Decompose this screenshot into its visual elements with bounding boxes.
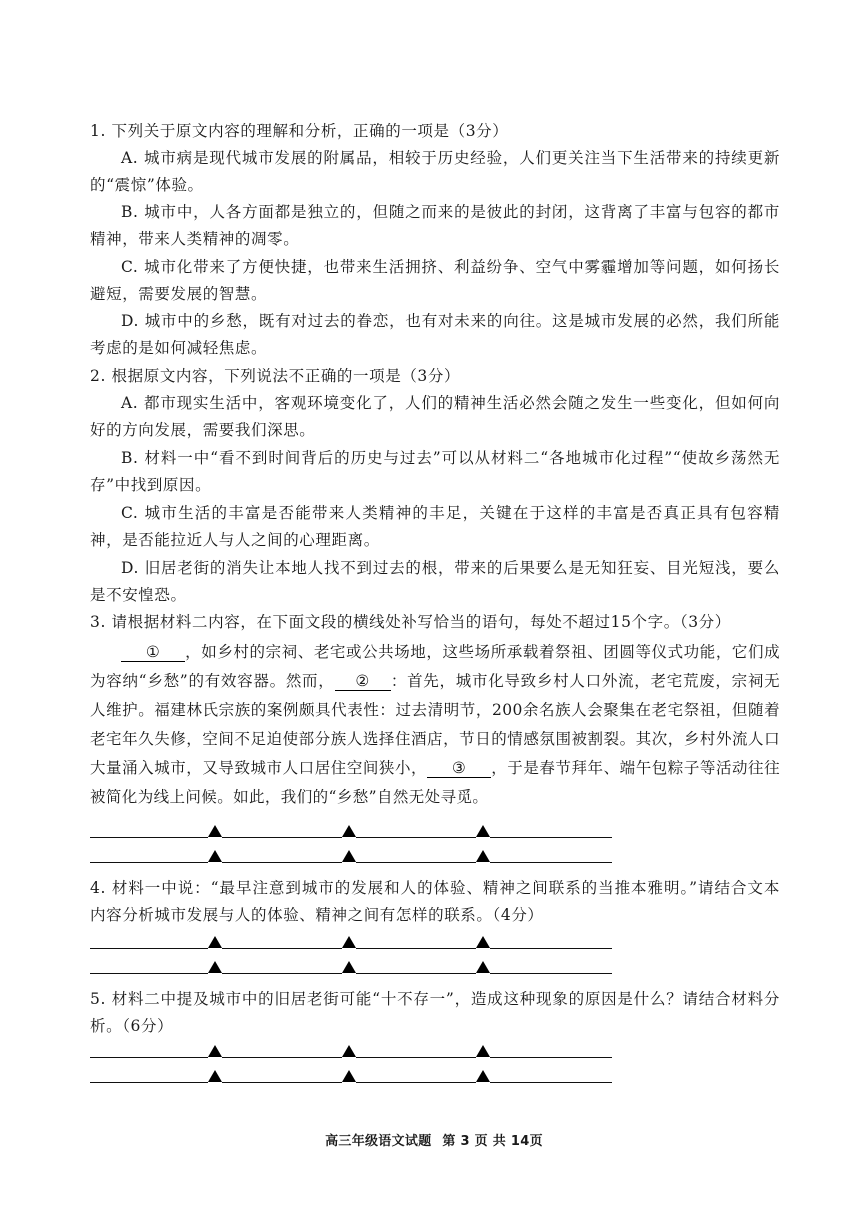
exam-title: 高三年级语文试题 — [325, 1134, 432, 1149]
triangle-marker-icon — [208, 850, 222, 862]
triangle-marker-icon — [476, 850, 490, 862]
answer-line[interactable] — [222, 837, 342, 838]
q2-option-b: B. 材料一中“看不到时间背后的历史与过去”可以从材料二“各地城市化过程”“使故乡荡然无存”中找到原因。 — [90, 449, 780, 494]
triangle-marker-icon — [208, 936, 222, 948]
answer-line[interactable] — [356, 1057, 476, 1058]
triangle-marker-icon — [208, 1045, 222, 1057]
page-number: 第 3 页 共 14页 — [442, 1134, 543, 1149]
answer-line[interactable] — [222, 973, 342, 974]
answer-line[interactable] — [490, 862, 612, 863]
triangle-marker-icon — [208, 1070, 222, 1082]
triangle-marker-icon — [342, 961, 356, 973]
q5-stem: 5. 材料二中提及城市中的旧居老街可能“十不存一”，造成这种现象的原因是什么？请结合材料分析。（6分） — [90, 990, 780, 1035]
q3-answer-row-1[interactable] — [90, 825, 612, 839]
q3-text-b: ：首先，城市化导致乡村人口外流，老宅荒废，宗祠无人维护。福建林氏宗族的案例颇具代表性：过去清明节，200余名族人会聚集在老宅祭祖，但随着老宅年久失修，空间不足迫使部分族人选择住酒店，节日的情感氛围被割裂。其次，乡村外流人口大量涌入城市，又导致城市人口居住空间狭小， — [90, 672, 781, 777]
q3-blank-1[interactable]: ① — [121, 643, 185, 662]
q3-blank-3[interactable]: ③ — [427, 759, 491, 778]
answer-line[interactable] — [490, 948, 612, 949]
answer-line[interactable] — [490, 973, 612, 974]
answer-line[interactable] — [222, 862, 342, 863]
triangle-marker-icon — [476, 825, 490, 837]
q1-option-b: B. 城市中，人各方面都是独立的，但随之而来的是彼此的封闭，这背离了丰富与包容的都市精神，带来人类精神的凋零。 — [90, 203, 780, 248]
q5-answer-row-2[interactable] — [90, 1070, 612, 1084]
answer-line[interactable] — [490, 837, 612, 838]
answer-line[interactable] — [356, 837, 476, 838]
answer-line[interactable] — [90, 862, 208, 863]
triangle-marker-icon — [476, 1045, 490, 1057]
triangle-marker-icon — [342, 1070, 356, 1082]
answer-line[interactable] — [90, 973, 208, 974]
q4-answer-row-1[interactable] — [90, 936, 612, 950]
q1-option-d: D. 城市中的乡愁，既有对过去的眷恋，也有对未来的向往。这是城市发展的必然，我们所能考虑的是如何减轻焦虑。 — [90, 312, 780, 357]
triangle-marker-icon — [342, 850, 356, 862]
answer-line[interactable] — [490, 1082, 612, 1083]
q3-text-c: ，于是春节拜年、端午包粽子等活动往往被简化为线上问候。如此，我们的“乡愁”自然无处寻觅。 — [90, 759, 780, 806]
triangle-marker-icon — [208, 825, 222, 837]
q4-answer-row-2[interactable] — [90, 961, 612, 975]
triangle-marker-icon — [476, 1070, 490, 1082]
answer-line[interactable] — [90, 837, 208, 838]
q2-option-d: D. 旧居老街的消失让本地人找不到过去的根，带来的后果要么是无知狂妄、目光短浅，要么是不安惶恐。 — [90, 559, 780, 604]
answer-line[interactable] — [356, 1082, 476, 1083]
answer-line[interactable] — [222, 1057, 342, 1058]
answer-line[interactable] — [90, 948, 208, 949]
q2-stem: 2. 根据原文内容，下列说法不正确的一项是（3分） — [90, 367, 461, 385]
q1-option-a: A. 城市病是现代城市发展的附属品，相较于历史经验，人们更关注当下生活带来的持续更新的“震惊”体验。 — [90, 149, 780, 194]
answer-line[interactable] — [222, 1082, 342, 1083]
answer-line[interactable] — [356, 862, 476, 863]
triangle-marker-icon — [476, 961, 490, 973]
page-footer — [0, 1130, 868, 1149]
q3-blank-2[interactable]: ② — [335, 672, 391, 691]
q1-stem: 1. 下列关于原文内容的理解和分析，正确的一项是（3分） — [90, 122, 509, 140]
q2-option-c: C. 城市生活的丰富是否能带来人类精神的丰足，关键在于这样的丰富是否真正具有包容精神，是否能拉近人与人之间的心理距离。 — [90, 504, 780, 549]
triangle-marker-icon — [342, 936, 356, 948]
q5-answer-row-1[interactable] — [90, 1045, 612, 1059]
triangle-marker-icon — [342, 1045, 356, 1057]
q1-option-c: C. 城市化带来了方便快捷，也带来生活拥挤、利益纷争、空气中雾霾增加等问题，如何扬长避短，需要发展的智慧。 — [90, 258, 780, 303]
q2-option-a: A. 都市现实生活中，客观环境变化了，人们的精神生活必然会随之发生一些变化，但如何向好的方向发展，需要我们深思。 — [90, 394, 780, 439]
triangle-marker-icon — [208, 961, 222, 973]
q4-stem: 4. 材料一中说：“最早注意到城市的发展和人的体验、精神之间联系的当推本雅明。”请结合文本内容分析城市发展与人的体验、精神之间有怎样的联系。（4分） — [90, 879, 780, 924]
triangle-marker-icon — [342, 825, 356, 837]
answer-line[interactable] — [356, 973, 476, 974]
answer-line[interactable] — [490, 1057, 612, 1058]
q3-answer-row-2[interactable] — [90, 850, 612, 864]
answer-line[interactable] — [90, 1057, 208, 1058]
answer-line[interactable] — [222, 948, 342, 949]
answer-line[interactable] — [90, 1082, 208, 1083]
q3-passage — [90, 638, 780, 812]
triangle-marker-icon — [476, 936, 490, 948]
q3-stem: 3. 请根据材料二内容，在下面文段的横线处补写恰当的语句，每处不超过15个字。（3分） — [90, 613, 731, 631]
q3-text-a: ，如乡村的宗祠、老宅或公共场地，这些场所承载着祭祖、团圆等仪式功能，它们成为容纳“乡愁”的有效容器。然而， — [90, 643, 780, 690]
answer-line[interactable] — [356, 948, 476, 949]
